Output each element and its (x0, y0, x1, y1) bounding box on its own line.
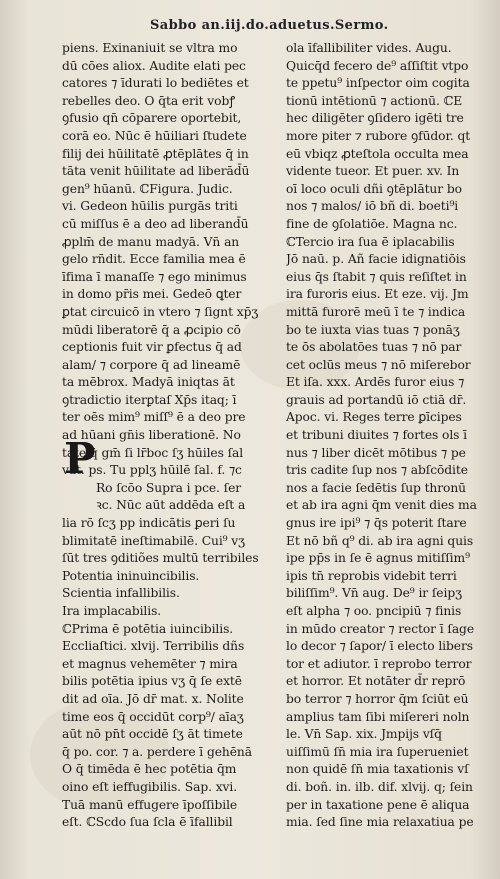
text-line: gelo rn̄dit. Ecce familia mea ē (62, 252, 246, 267)
text-line: Quicq̄d fecero de⁹ aſſiſtit vtpo (286, 58, 469, 73)
text-line: biliſſim⁹. Vn̄ aug. De⁹ ir ſeipʒ (286, 586, 462, 601)
text-line: Et iſa. xxx. Ardēs furor eius ⁊ (286, 375, 465, 390)
text-line: bo te iuxta vias tuas ⁊ ponāʒ (286, 322, 460, 337)
text-line: tate q̄ gm̄ ſi lr̄boc ſʒ hūiles ſal (62, 445, 244, 460)
text-line: amplius tam ſibi miſereri noln (286, 709, 470, 724)
text-line: in mūdo creator ⁊ rector ī ſage (286, 621, 475, 636)
text-line: cū miſſus ē a deo ad liberand̄ū (62, 216, 249, 231)
text-line: in domo pr̄is mei. Gedeō ꝗter (62, 287, 242, 302)
text-line: O q̄ timēda ē hec potētia q̄m (62, 762, 237, 777)
text-line: tionū intētionū ⁊ actionū. ℂE (286, 93, 463, 108)
text-line: time eos q̄ occidūt corp⁹/ aīaʒ (62, 709, 244, 724)
text-line: vat. ps. Tu pplʒ hūilē ſal. f. ⁊c (62, 463, 242, 478)
text-line: lo decor ⁊ ſapor/ ī electo libers (286, 639, 473, 654)
text-line: et tribuni diuites ⁊ fortes ols ī (286, 428, 468, 443)
running-header: Sabbo an.iij.do.aduetus.Sermo. (150, 18, 389, 33)
text-line: eū vbiqz ꝓteſtola occulta mea (286, 146, 469, 161)
text-line: mia. ſed ſine mia relaxatiua pe (286, 815, 474, 830)
text-line: et horror. Et notāter d̄r reprō (286, 674, 466, 689)
text-line: corā eo. Nūc ē hūiliari ſtudete (62, 128, 247, 143)
text-line: ta mēbrox. Madyā iniqtas āt (62, 375, 235, 390)
text-line: alam/ ⁊ corpore q̄ ad lineamē (62, 357, 241, 372)
text-line: oino eſt ieffugibilis. Sap. xvi. (62, 779, 238, 794)
text-line: catores ⁊ īdurati lo bediētes et (62, 76, 249, 91)
text-line: nus ⁊ liber dicēt mōtibus ⁊ pe (286, 445, 466, 460)
text-line: Scientia infallibilis. (62, 586, 180, 601)
text-line: per in taxatione pene ē aliqua (286, 797, 470, 812)
text-line: dū cōes aliox. Audite elati pec (62, 58, 246, 73)
text-line: te ppetu⁹ inſpector oim cogita (286, 76, 470, 91)
text-line: ceptionis fuit vir ꝑfectus q̄ ad (62, 340, 242, 355)
text-line: rebelles deo. O q̄ta erit vobꝭ (62, 93, 235, 108)
text-line: ola īfallibiliter vides. Augu. (286, 41, 452, 55)
text-line: ꝯtradictio iterꝑtaſ Xp̄s itaq; ī (62, 392, 237, 407)
text-line: ipis tn̄ reprobis videbit terri (286, 568, 457, 583)
text-line: filij dei hūilitatē ꝓtēplātes q̄ in (62, 146, 249, 161)
text-line: more piter ⁊ rubore ꝯfūdor. qt (286, 128, 471, 143)
text-line: tris cadite ſup nos ⁊ abſcōdite (286, 463, 468, 478)
text-line: q̄ po. cor. ⁊ a. perdere ī gehēnā (62, 744, 252, 759)
text-line: eſt. ℂScdo ſua ſcla ē īfallibil (62, 815, 233, 830)
text-line: nos a facie ſedētis ſup thronū (286, 480, 466, 495)
text-line: ipe pp̄s in ſe ē agnus mitiſſim⁹ (286, 551, 470, 566)
text-line: gnus ire ipi⁹ ⁊ q̄s poterit ſtare (286, 516, 467, 531)
text-line: grauis ad portandū iō ctiā dr̄. (286, 392, 467, 407)
text-line: hec diligēter ꝯſidero igēti tre (286, 111, 464, 126)
text-line: Eccliaſtici. xlvij. Terribilis dñs (62, 639, 245, 654)
text-line: ꝯfusio qn̄ cōparere oportebit, (62, 111, 242, 126)
text-line: Apoc. vi. Reges terre ꝑīcipes (286, 410, 462, 425)
text-line: Et nō bñ q⁹ di. ab ira agni quis (286, 533, 474, 548)
text-line: gen⁹ hūanū. ℂFigura. Judic. (62, 181, 233, 196)
text-line: cet oclūs meus ⁊ nō miſerebor (286, 357, 471, 372)
text-line: dit ad oīa. Jō dr̄ mat. x. Nolite (62, 691, 244, 706)
text-line: mittā furorē meū ī te ⁊ indica (286, 304, 466, 319)
text-line: eius q̄s ſtabit ⁊ quis reſiſtet in (286, 269, 467, 284)
text-line: aūt nō pn̄t occidē ſʒ āt timete (62, 727, 243, 742)
text-line: ꝓplm̄ de manu madyā. Vn̄ an (62, 234, 240, 249)
text-line: nos ⁊ malos/ iō bñ di. boeti⁹i (286, 199, 459, 214)
text-line: Ira implacabilis. (62, 604, 162, 618)
text-line: et magnus vehemēter ⁊ mira (62, 656, 238, 671)
text-line: fine de ꝯſolatiōe. Magna nc. (286, 216, 458, 231)
text-line: bilis potētia ipius vʒ q̄ ſe extē (62, 674, 242, 689)
text-line: di. boñ. in. ilb. dif. xlvij. q; ſein (286, 779, 473, 794)
text-line: ꝛc. Nūc aūt addēda eſt a (96, 498, 246, 513)
text-line: oī loco oculi dñi ꝯtēplātur bo (286, 181, 462, 196)
text-line: eſt alpha ⁊ oo. pncipiū ⁊ finis (286, 604, 462, 618)
text-line: piens. Exinaniuit se vltra mo (62, 41, 238, 55)
text-line: ꝑtat circuicō in vtero ⁊ ſignt xp̄ʒ (62, 304, 259, 319)
text-line: ad hūani gn̄is liberationē. No (62, 428, 241, 443)
text-line: le. Vn̄ Sap. xix. Jmpijs vſq̄ (286, 727, 442, 742)
drop-cap: P (64, 434, 96, 483)
text-line: ira furoris eius. Et eze. vij. Jm (286, 287, 469, 302)
text-line: et ab ira agni q̄m venit dies ma (286, 498, 477, 513)
text-line: mūdi liberatorē q̄ a ꝓcipio cō (62, 322, 241, 337)
text-line: ter oēs mim⁹ miſſ⁹ ē a deo pre (62, 410, 246, 425)
text-line: Ro ſcōo Supra i pce. ſer (96, 480, 242, 495)
text-line: non quidē ſn̄ mia taxationis vſ (286, 762, 469, 777)
text-line: vidente tueor. Et puer. xv. In (286, 164, 460, 179)
right-column (286, 40, 486, 832)
text-line: Tuā manū effugere īpoſſibile (62, 797, 238, 812)
text-line: ℂPrima ē potētia iuincibilis. (62, 621, 234, 636)
text-line: vi. Gedeon hūilis purgās triti (62, 199, 238, 214)
text-line: ſūt tres ꝯditiões multū terribiles (62, 551, 259, 566)
text-line: Potentia ininuincibilis. (62, 568, 200, 583)
text-line: īfima ī manaſſe ⁊ ego minimus (62, 269, 247, 284)
text-line: tor et adiutor. ī reprobo terror (286, 656, 472, 671)
text-line: bo terror ⁊ horror q̄m ſciūt eū (286, 691, 469, 706)
text-line: tāta venit hūilitate ad liberād̄ū (62, 164, 250, 179)
text-line: uiſſimū ſn̄ mia ira ſuperueniet (286, 744, 469, 759)
text-line: ℂTercio ira ſua ē iplacabilis (286, 234, 455, 249)
text-line: te ōs abolatōes tuas ⁊ nō par (286, 340, 462, 355)
text-line: Jō naū. p. Añ facie idignatiōis (286, 252, 466, 267)
text-line: lia rō ſcʒ pp indicātis ꝑeri ſu (62, 516, 236, 531)
text-line: blimitatē ineſtimabilē. Cui⁹ vʒ (62, 533, 245, 548)
